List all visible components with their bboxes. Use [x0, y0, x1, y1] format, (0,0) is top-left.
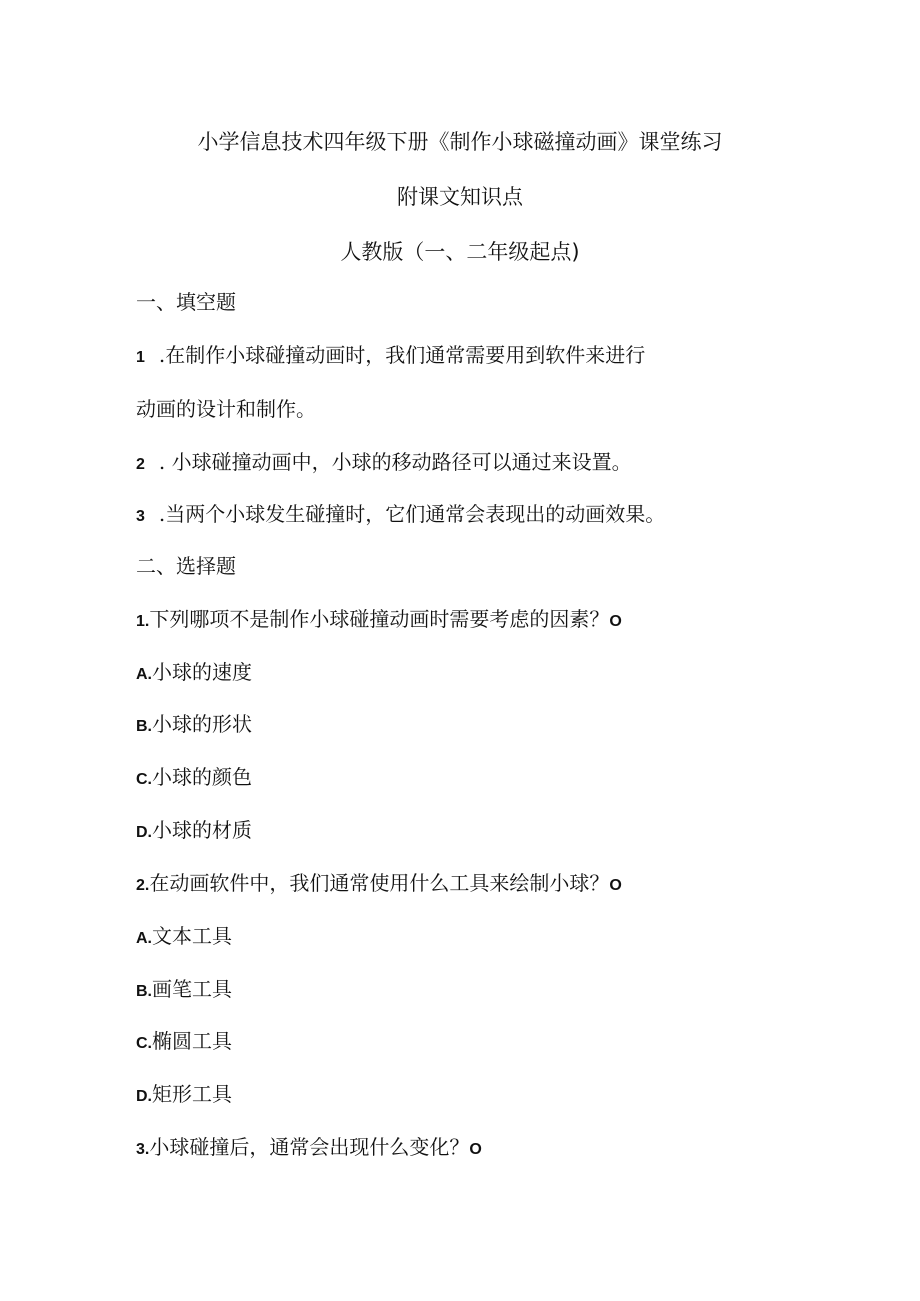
answer-blank-marker: O: [609, 877, 622, 894]
document-edition: 人教版（一、二年级起点): [340, 240, 580, 264]
option-letter: D.: [136, 824, 152, 841]
section-heading-choice: 二、选择题: [136, 554, 236, 578]
answer-blank-marker: O: [469, 1141, 482, 1158]
question-number: 2: [136, 456, 145, 473]
option-letter: B.: [136, 718, 152, 735]
option-text: 小球的速度: [152, 660, 252, 684]
option-letter: D.: [136, 1088, 152, 1105]
choice-question-3: [136, 1132, 482, 1165]
option-text: 画笔工具: [152, 977, 232, 1001]
option-item: [136, 762, 252, 795]
fill-in-question-1-continued: 动画的设计和制作。: [136, 397, 316, 421]
question-number: 1: [136, 349, 145, 366]
option-letter: C.: [136, 771, 152, 788]
question-text: 在动画软件中，我们通常使用什么工具来绘制小球？: [149, 871, 610, 895]
document-title: 小学信息技术四年级下册《制作小球磁撞动画》课堂练习: [197, 130, 723, 154]
choice-question-1: [136, 604, 622, 637]
option-item: [136, 709, 252, 742]
question-number: 2.: [136, 877, 150, 894]
question-number: 3: [136, 508, 145, 525]
option-item: [136, 815, 252, 848]
question-text: 下列哪项不是制作小球碰撞动画时需要考虑的因素？: [149, 607, 610, 631]
question-number: 3.: [136, 1141, 150, 1158]
question-text: .在制作小球碰撞动画时，我们通常需要用到软件来进行: [158, 343, 646, 367]
answer-blank-marker: O: [609, 613, 622, 630]
question-text: 小球碰撞后，通常会出现什么变化？: [149, 1135, 470, 1159]
option-item: [136, 1079, 232, 1112]
option-text: 小球的材质: [152, 818, 252, 842]
option-item: [136, 657, 252, 690]
question-number: 1.: [136, 613, 150, 630]
fill-in-question-2: [136, 447, 632, 480]
option-text: 小球的形状: [152, 712, 252, 736]
question-text: . 小球碰撞动画中，小球的移动路径可以通过来设置。: [158, 450, 632, 474]
document-subtitle: 附课文知识点: [397, 185, 523, 209]
section-heading-fill-in: 一、填空题: [136, 290, 236, 314]
option-text: 矩形工具: [152, 1082, 232, 1106]
option-item: [136, 1026, 232, 1059]
option-item: [136, 921, 232, 954]
option-text: 椭圆工具: [152, 1029, 232, 1053]
option-text: 文本工具: [152, 924, 232, 948]
question-text: .当两个小球发生碰撞时，它们通常会表现出的动画效果。: [158, 502, 666, 526]
option-item: [136, 974, 232, 1007]
option-letter: B.: [136, 983, 152, 1000]
choice-question-2: [136, 868, 622, 901]
option-letter: A.: [136, 666, 152, 683]
option-letter: A.: [136, 930, 152, 947]
option-letter: C.: [136, 1035, 152, 1052]
fill-in-question-1: [136, 340, 645, 373]
option-text: 小球的颜色: [152, 765, 252, 789]
fill-in-question-3: [136, 499, 665, 532]
